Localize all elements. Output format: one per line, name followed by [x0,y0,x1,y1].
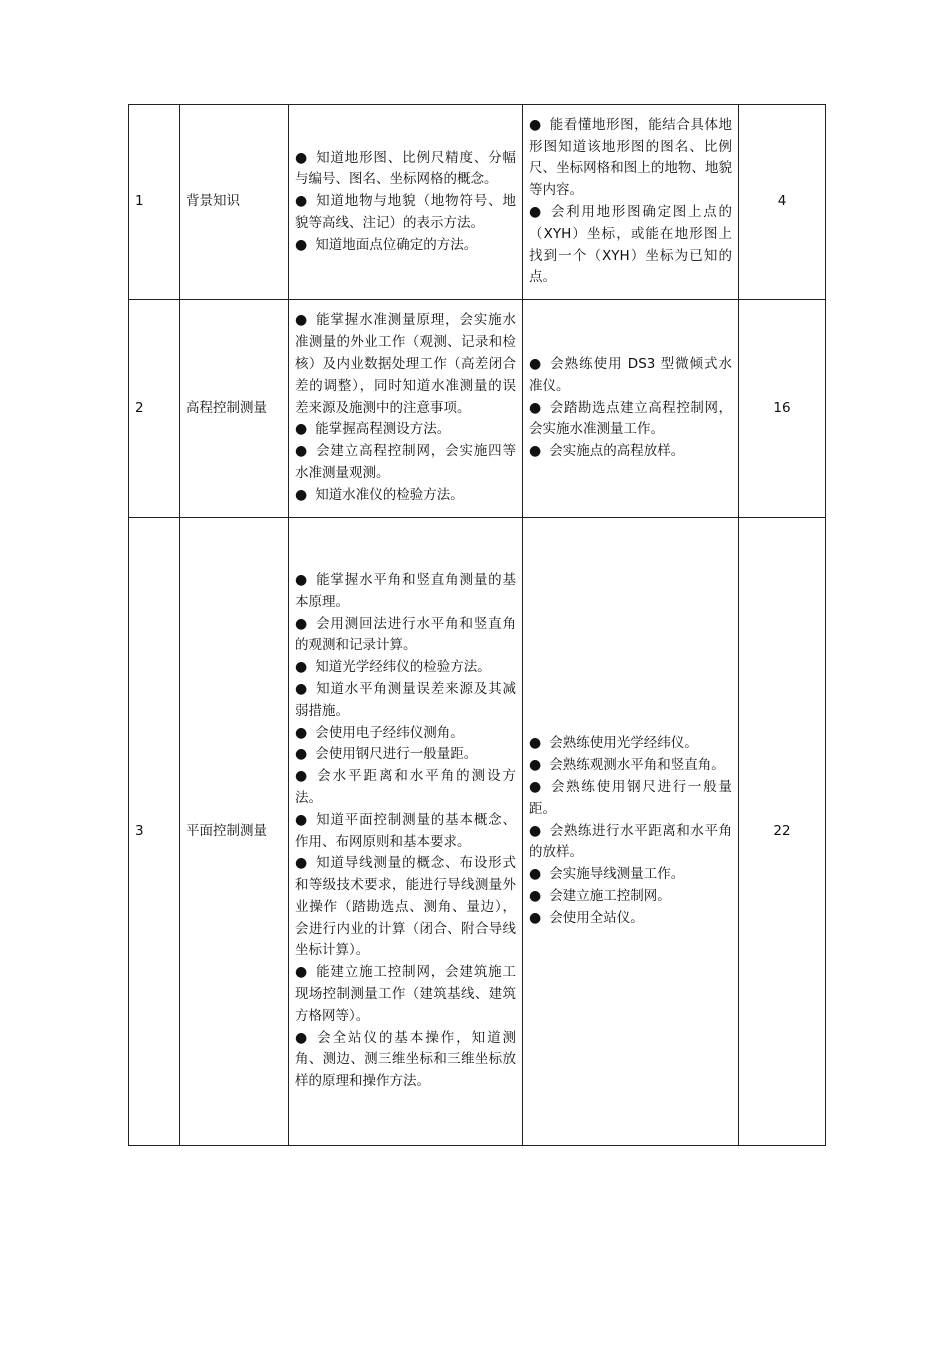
skill-item [529,864,732,886]
knowledge-item [295,723,516,745]
skill-item [529,755,732,777]
item-text: 知道地物与地貌（地物符号、地貌等高线、注记）的表示方法。 [295,193,517,231]
skills-cell [523,518,739,1146]
item-text: 能掌握高程测设方法。 [315,421,451,438]
item-text: 能看懂地形图，能结合具体地形图知道该地形图的图名、比例尺、坐标网格和图上的地物、地貌等内容。 [529,116,733,199]
knowledge-item [295,310,516,419]
bullet-icon: ● [529,909,542,926]
bullet-icon: ● [529,443,542,460]
table-row [129,300,826,518]
bullet-icon: ● [529,356,543,372]
bullet-icon: ● [529,735,542,752]
item-text: 知道地面点位确定的方法。 [315,236,478,253]
skill-item [529,886,732,908]
item-text: 会熟练使用光学经纬仪。 [549,735,698,752]
bullet-icon: ● [295,1029,310,1046]
bullet-icon: ● [529,204,543,220]
skill-item [529,202,732,289]
bullet-icon: ● [295,312,309,329]
module-name: 背景知识 [180,105,289,300]
knowledge-item [295,148,516,192]
knowledge-cell [289,518,523,1146]
hours-cell: 4 [739,105,826,300]
item-text: 能掌握水准测量原理，会实施水准测量的外业工作（观测、记录和检核）及内业数据处理工作（高差闭合差的调整），同时知道水准测量的误差来源及施测中的注意事项。 [295,312,517,416]
knowledge-cell [289,300,523,518]
hours-cell: 16 [739,300,826,518]
item-text: 知道水平角测量误差来源及其减弱措施。 [295,680,517,719]
bullet-icon: ● [295,811,309,828]
knowledge-item [295,744,516,766]
bullet-icon: ● [295,443,309,460]
table-body [129,105,826,1146]
bullet-icon: ● [295,855,309,872]
knowledge-item [295,962,516,1027]
row-number: 3 [129,518,180,1146]
item-text: 会踏勘选点建立高程控制网，会实施水准测量工作。 [529,399,733,438]
skill-item [529,441,732,463]
module-name: 平面控制测量 [180,518,289,1146]
item-text: 知道平面控制测量的基本概念、作用、布网原则和基本要求。 [295,811,517,850]
bullet-icon: ● [295,421,308,438]
item-text: 会熟练观测水平角和竖直角。 [549,757,725,774]
item-text: 能建立施工控制网，会建筑施工现场控制测量工作（建筑基线、建筑方格网等）。 [295,964,517,1024]
table-row [129,518,826,1146]
skills-cell [523,300,739,518]
table-row [129,105,826,300]
item-text: 会使用电子经纬仪测角。 [315,724,464,741]
knowledge-item [295,657,516,679]
item-text: 会用测回法进行水平角和竖直角的观测和记录计算。 [295,615,517,654]
item-text: 会建立施工控制网。 [549,887,671,904]
knowledge-item [295,191,516,235]
item-text: 会熟练使用 DS3 型微倾式水准仪。 [529,356,732,394]
bullet-icon: ● [529,822,542,839]
bullet-icon: ● [295,615,309,632]
bullet-icon: ● [295,193,309,210]
skill-item [529,777,732,821]
item-text: 会实施点的高程放样。 [549,443,685,460]
knowledge-item [295,853,516,962]
bullet-icon: ● [295,571,309,588]
module-name: 高程控制测量 [180,300,289,518]
bullet-icon: ● [295,486,308,503]
bullet-icon: ● [529,399,542,416]
item-text: 知道光学经纬仪的检验方法。 [315,659,491,676]
skill-item [529,354,732,398]
knowledge-item [295,570,516,614]
knowledge-cell [289,105,523,300]
knowledge-item [295,1028,516,1093]
bullet-icon: ● [295,768,310,785]
item-text: 知道导线测量的概念、布设形式和等级技术要求，能进行导线测量外业操作（踏勘选点、测角、量边），会进行内业的计算（闭合、附合导线坐标计算）。 [295,855,517,959]
bullet-icon: ● [295,680,309,697]
item-text: 会使用全站仪。 [549,909,644,926]
item-text: 会全站仪的基本操作，知道测角、测边、测三维坐标和三维坐标放样的原理和操作方法。 [295,1029,517,1090]
knowledge-item [295,679,516,723]
hours-cell: 22 [739,518,826,1146]
bullet-icon: ● [295,724,308,741]
bullet-icon: ● [529,887,542,904]
skill-item [529,733,732,755]
bullet-icon: ● [295,659,308,676]
knowledge-item [295,766,516,810]
item-text: 会熟练使用钢尺进行一般量距。 [529,779,733,817]
item-text: 会利用地形图确定图上点的（XYH）坐标，或能在地形图上找到一个（XYH）坐标为已知的点。 [529,204,733,286]
knowledge-item [295,235,516,257]
bullet-icon: ● [529,866,542,883]
bullet-icon: ● [529,779,543,795]
item-text: 能掌握水平角和竖直角测量的基本原理。 [295,571,517,610]
row-number: 1 [129,105,180,300]
row-number: 2 [129,300,180,518]
bullet-icon: ● [529,757,542,774]
item-text: 会使用钢尺进行一般量距。 [315,746,478,763]
bullet-icon: ● [529,116,542,133]
curriculum-table [128,104,826,1146]
knowledge-item [295,419,516,441]
skill-item [529,908,732,930]
knowledge-item [295,810,516,854]
bullet-icon: ● [295,149,309,166]
item-text: 会实施导线测量工作。 [549,866,685,883]
knowledge-item [295,614,516,658]
item-text: 知道地形图、比例尺精度、分幅与编号、图名、坐标网格的概念。 [295,149,517,188]
bullet-icon: ● [295,746,308,763]
item-text: 知道水准仪的检验方法。 [315,486,464,503]
skill-item [529,115,732,202]
knowledge-item [295,441,516,485]
item-text: 会建立高程控制网，会实施四等水准测量观测。 [295,443,517,481]
skill-item [529,821,732,865]
skills-cell [523,105,739,300]
bullet-icon: ● [295,236,308,253]
bullet-icon: ● [295,964,309,981]
item-text: 会熟练进行水平距离和水平角的放样。 [529,822,733,861]
item-text: 会水平距离和水平角的测设方法。 [295,768,517,806]
skill-item [529,398,732,442]
knowledge-item [295,485,516,507]
